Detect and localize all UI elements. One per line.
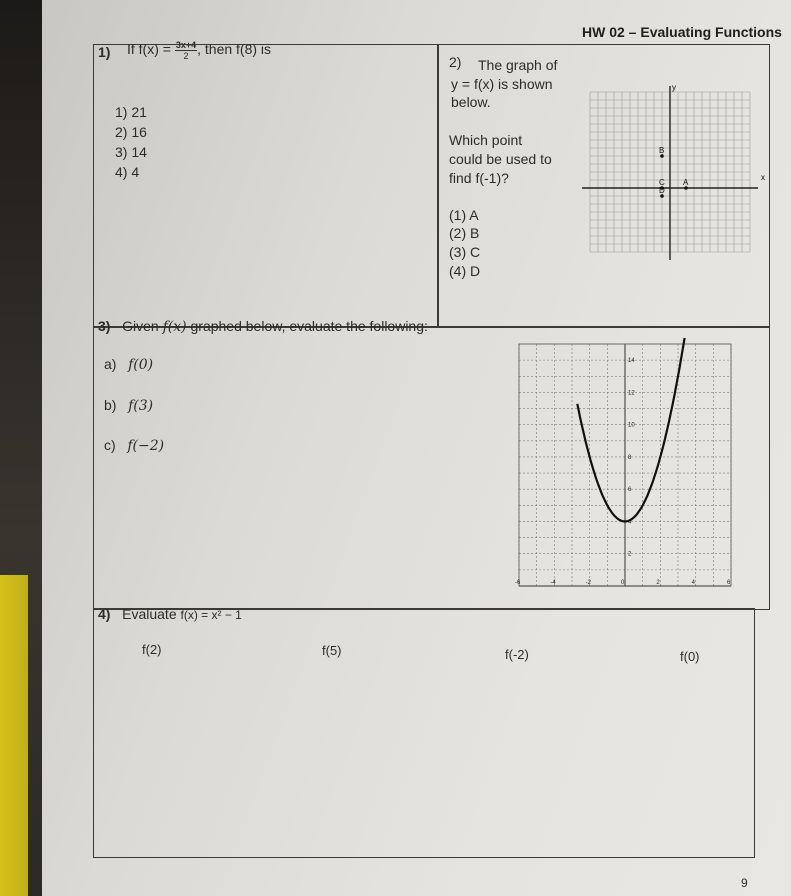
q1-choice-3: 3) 14	[115, 144, 147, 160]
q4-function: f(x) = x² − 1	[180, 608, 242, 622]
q2-line1: The graph of	[478, 57, 558, 73]
q3-y-tick-label: 8	[628, 454, 632, 461]
q4-evaluate: Evaluate	[122, 606, 177, 622]
q3-x-tick-label: 6	[727, 580, 731, 586]
q2-axes	[582, 86, 758, 260]
q3-function: f(x)	[162, 319, 187, 335]
q3-given: Given	[122, 318, 159, 334]
q2-prompt-1: Which point	[449, 132, 523, 148]
q2-point-label-c: C	[659, 178, 665, 187]
q3-x-ticks	[515, 580, 731, 586]
q3-number: 3)	[98, 318, 111, 334]
q1-suffix: , then f(8) is	[197, 41, 272, 58]
q3-x-tick-label: -6	[515, 580, 521, 586]
q3-prompt-end: graphed below, evaluate the following:	[190, 318, 428, 334]
q3-y-tick-label: 12	[628, 390, 635, 397]
q2-line2: y = f(x) is shown	[451, 76, 553, 92]
q3-y-tick-label: 10	[628, 422, 635, 429]
q1-number: 1)	[98, 44, 111, 60]
q3-part-c-label: c)	[104, 437, 116, 453]
q4-item-3: f(-2)	[505, 647, 529, 662]
q2-choice-4: (4) D	[449, 263, 481, 279]
q2-point-label-d: D	[659, 186, 665, 195]
q3-parabola-chart	[515, 338, 735, 596]
q2-prompt-2: could be used to	[449, 151, 552, 167]
q3-prompt	[98, 318, 428, 335]
q3-part-c-expr: f(−2)	[127, 438, 165, 454]
q2-number: 2)	[449, 54, 462, 70]
q3-x-tick-label: -2	[585, 580, 592, 586]
q3-y-tick-label: 6	[628, 487, 632, 494]
worksheet-title: HW 02 – Evaluating Functions	[582, 24, 782, 40]
q3-y-tick-label: 2	[628, 551, 632, 558]
q4-item-4: f(0)	[680, 649, 700, 664]
q4-number: 4)	[98, 606, 111, 622]
q3-y-tick-label: 4	[628, 519, 632, 526]
q1-numerator: 3x+4	[175, 40, 197, 50]
q2-point-label-a: A	[683, 178, 689, 187]
q4-box	[93, 608, 755, 858]
q1-choice-2: 2) 16	[115, 124, 147, 140]
q2-choice-1: (1) A	[449, 207, 479, 223]
page-number: 9	[741, 876, 748, 890]
q3-part-a	[104, 356, 153, 373]
q1-prefix: If f(x) =	[127, 41, 171, 58]
q3-y-ticks	[628, 358, 635, 558]
q1-prompt	[127, 40, 271, 61]
background-yellow-object	[0, 575, 28, 896]
q3-part-b-label: b)	[104, 397, 117, 413]
q2-y-axis-label: y	[672, 83, 676, 92]
q3-x-tick-label: -4	[550, 580, 556, 586]
q4-prompt	[98, 606, 242, 622]
q3-parabola-curve	[577, 338, 694, 522]
q3-part-a-label: a)	[104, 356, 117, 372]
q2-coordinate-grid	[580, 80, 770, 265]
q3-part-b-expr: f(3)	[128, 398, 154, 414]
q2-x-axis-label: x	[761, 173, 765, 182]
q3-part-c	[104, 437, 164, 454]
q4-item-1: f(2)	[142, 642, 162, 657]
q2-choice-2: (2) B	[449, 225, 480, 241]
q3-y-tick-label: 14	[628, 358, 635, 365]
q1-choice-1: 1) 21	[115, 104, 147, 120]
q2-choice-3: (3) C	[449, 244, 481, 260]
q3-part-a-expr: f(0)	[128, 357, 154, 373]
q3-x-tick-label: 0	[621, 580, 625, 586]
q1-box	[93, 44, 439, 328]
q1-fraction	[175, 40, 197, 61]
q2-line3: below.	[451, 94, 491, 110]
q2-prompt-3: find f(-1)?	[449, 170, 509, 186]
q4-item-2: f(5)	[322, 643, 342, 658]
q3-part-b	[104, 397, 153, 414]
q3-x-tick-label: 2	[656, 580, 660, 586]
q1-choice-4: 4) 4	[115, 164, 140, 180]
q2-point-label-b: B	[659, 146, 665, 155]
q3-x-tick-label: 4	[691, 580, 696, 586]
q1-denominator: 2	[183, 51, 189, 61]
